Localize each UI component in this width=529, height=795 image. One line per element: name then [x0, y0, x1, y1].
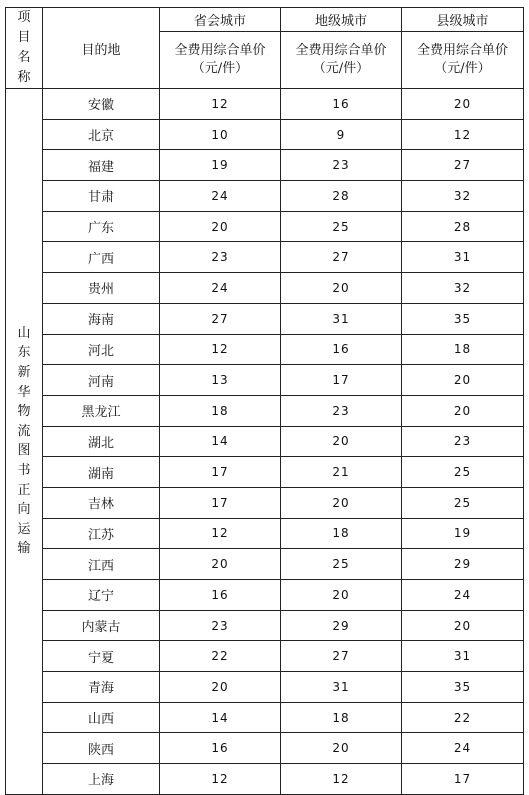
- table-row: [6, 395, 524, 426]
- table-row: [6, 303, 524, 334]
- county-price-cell: 27: [402, 150, 524, 181]
- prefecture-price-cell: 20: [281, 273, 402, 304]
- destination-cell: 青海: [43, 672, 160, 703]
- prefecture-price-cell: 27: [281, 641, 402, 672]
- county-price-cell: 32: [402, 273, 524, 304]
- table-row: [6, 211, 524, 242]
- county-price-cell: 17: [402, 764, 524, 795]
- route-name-char: 书: [17, 463, 31, 478]
- prefecture-price-cell: 21: [281, 457, 402, 488]
- destination-header: 目的地: [43, 8, 160, 89]
- provincial-price-cell: 20: [160, 211, 281, 242]
- route-name-cell: [6, 89, 43, 795]
- unit-price-header: 全费用综合单价（元/件）: [160, 31, 281, 88]
- prefecture-price-cell: 20: [281, 487, 402, 518]
- unit-price-header: 全费用综合单价（元/件）: [281, 31, 402, 88]
- prefecture-price-cell: 28: [281, 181, 402, 212]
- table-row: [6, 610, 524, 641]
- destination-cell: 江苏: [43, 518, 160, 549]
- destination-cell: 江西: [43, 549, 160, 580]
- county-price-cell: 28: [402, 211, 524, 242]
- destination-cell: 海南: [43, 303, 160, 334]
- table-row: [6, 426, 524, 457]
- prefecture-price-cell: 16: [281, 334, 402, 365]
- provincial-city-header: 省会城市: [160, 8, 281, 32]
- provincial-price-cell: 18: [160, 395, 281, 426]
- county-price-cell: 18: [402, 334, 524, 365]
- table-row: [6, 641, 524, 672]
- table-row: [6, 457, 524, 488]
- provincial-price-cell: 16: [160, 733, 281, 764]
- county-price-cell: 32: [402, 181, 524, 212]
- item-name-char: 项: [17, 10, 31, 25]
- table-row: [6, 242, 524, 273]
- provincial-price-cell: 24: [160, 181, 281, 212]
- route-name-char: 运: [17, 521, 31, 537]
- route-name-char: 向: [17, 502, 31, 518]
- table-row: [6, 119, 524, 150]
- destination-cell: 河南: [43, 365, 160, 396]
- prefecture-price-cell: 31: [281, 672, 402, 703]
- destination-cell: 甘肃: [43, 181, 160, 212]
- table-row: [6, 181, 524, 212]
- prefecture-price-cell: 17: [281, 365, 402, 396]
- county-price-cell: 20: [402, 89, 524, 120]
- prefecture-price-cell: 18: [281, 702, 402, 733]
- item-name-char: 目: [17, 30, 31, 45]
- prefecture-price-cell: 12: [281, 764, 402, 795]
- prefecture-price-cell: 23: [281, 150, 402, 181]
- county-price-cell: 20: [402, 365, 524, 396]
- destination-cell: 福建: [43, 150, 160, 181]
- table-row: [6, 365, 524, 396]
- table-row: [6, 702, 524, 733]
- provincial-price-cell: 22: [160, 641, 281, 672]
- prefecture-price-cell: 20: [281, 580, 402, 611]
- destination-cell: 湖南: [43, 457, 160, 488]
- destination-cell: 山西: [43, 702, 160, 733]
- provincial-price-cell: 10: [160, 119, 281, 150]
- provincial-price-cell: 23: [160, 610, 281, 641]
- prefecture-price-cell: 9: [281, 119, 402, 150]
- route-name-char: 山: [17, 325, 31, 341]
- destination-cell: 宁夏: [43, 641, 160, 672]
- provincial-price-cell: 12: [160, 334, 281, 365]
- county-price-cell: 35: [402, 303, 524, 334]
- route-name-char: 华: [17, 384, 31, 400]
- prefecture-price-cell: 25: [281, 211, 402, 242]
- provincial-price-cell: 27: [160, 303, 281, 334]
- table-row: [6, 273, 524, 304]
- provincial-price-cell: 20: [160, 549, 281, 580]
- provincial-price-cell: 24: [160, 273, 281, 304]
- unit-price-header: 全费用综合单价（元/件）: [402, 31, 524, 88]
- provincial-price-cell: 16: [160, 580, 281, 611]
- table-row: [6, 334, 524, 365]
- county-price-cell: 29: [402, 549, 524, 580]
- route-name-char: 输: [17, 541, 31, 557]
- provincial-price-cell: 14: [160, 426, 281, 457]
- table-body: [6, 89, 524, 795]
- county-price-cell: 20: [402, 610, 524, 641]
- provincial-price-cell: 20: [160, 672, 281, 703]
- table-row: [6, 580, 524, 611]
- provincial-price-cell: 12: [160, 89, 281, 120]
- destination-cell: 河北: [43, 334, 160, 365]
- route-name-char: 物: [17, 404, 31, 420]
- prefecture-price-cell: 27: [281, 242, 402, 273]
- destination-cell: 辽宁: [43, 580, 160, 611]
- price-table-container: [5, 7, 523, 795]
- provincial-price-cell: 23: [160, 242, 281, 273]
- destination-cell: 湖北: [43, 426, 160, 457]
- destination-cell: 广西: [43, 242, 160, 273]
- provincial-price-cell: 19: [160, 150, 281, 181]
- county-price-cell: 20: [402, 395, 524, 426]
- destination-cell: 上海: [43, 764, 160, 795]
- county-price-cell: 31: [402, 242, 524, 273]
- table-row: [6, 672, 524, 703]
- route-name-char: 正: [17, 482, 31, 498]
- prefecture-price-cell: 25: [281, 549, 402, 580]
- table-row: [6, 89, 524, 120]
- provincial-price-cell: 13: [160, 365, 281, 396]
- county-city-header: 县级城市: [402, 8, 524, 32]
- county-price-cell: 24: [402, 580, 524, 611]
- county-price-cell: 35: [402, 672, 524, 703]
- destination-cell: 北京: [43, 119, 160, 150]
- item-name-header: [6, 8, 43, 89]
- prefecture-price-cell: 16: [281, 89, 402, 120]
- county-price-cell: 12: [402, 119, 524, 150]
- destination-cell: 黑龙江: [43, 395, 160, 426]
- route-name-char: 图: [17, 443, 31, 459]
- table-row: [6, 764, 524, 795]
- provincial-price-cell: 17: [160, 487, 281, 518]
- price-table: [5, 7, 524, 795]
- prefecture-price-cell: 20: [281, 426, 402, 457]
- table-row: [6, 150, 524, 181]
- county-price-cell: 19: [402, 518, 524, 549]
- prefecture-price-cell: 31: [281, 303, 402, 334]
- table-row: [6, 518, 524, 549]
- county-price-cell: 23: [402, 426, 524, 457]
- destination-cell: 安徽: [43, 89, 160, 120]
- provincial-price-cell: 12: [160, 764, 281, 795]
- prefecture-price-cell: 23: [281, 395, 402, 426]
- county-price-cell: 25: [402, 457, 524, 488]
- item-name-char: 称: [17, 70, 31, 85]
- provincial-price-cell: 12: [160, 518, 281, 549]
- prefecture-price-cell: 18: [281, 518, 402, 549]
- county-price-cell: 24: [402, 733, 524, 764]
- table-row: [6, 733, 524, 764]
- county-price-cell: 25: [402, 487, 524, 518]
- table-row: [6, 549, 524, 580]
- destination-cell: 贵州: [43, 273, 160, 304]
- provincial-price-cell: 17: [160, 457, 281, 488]
- prefecture-price-cell: 29: [281, 610, 402, 641]
- route-name-char: 东: [17, 345, 31, 361]
- table-header: [6, 8, 524, 89]
- table-row: [6, 487, 524, 518]
- item-name-char: 名: [17, 50, 31, 65]
- prefecture-price-cell: 20: [281, 733, 402, 764]
- destination-cell: 吉林: [43, 487, 160, 518]
- county-price-cell: 31: [402, 641, 524, 672]
- route-name-char: 流: [17, 423, 31, 439]
- route-name-char: 新: [17, 365, 31, 381]
- destination-cell: 广东: [43, 211, 160, 242]
- prefecture-city-header: 地级城市: [281, 8, 402, 32]
- provincial-price-cell: 14: [160, 702, 281, 733]
- destination-cell: 陕西: [43, 733, 160, 764]
- county-price-cell: 22: [402, 702, 524, 733]
- destination-cell: 内蒙古: [43, 610, 160, 641]
